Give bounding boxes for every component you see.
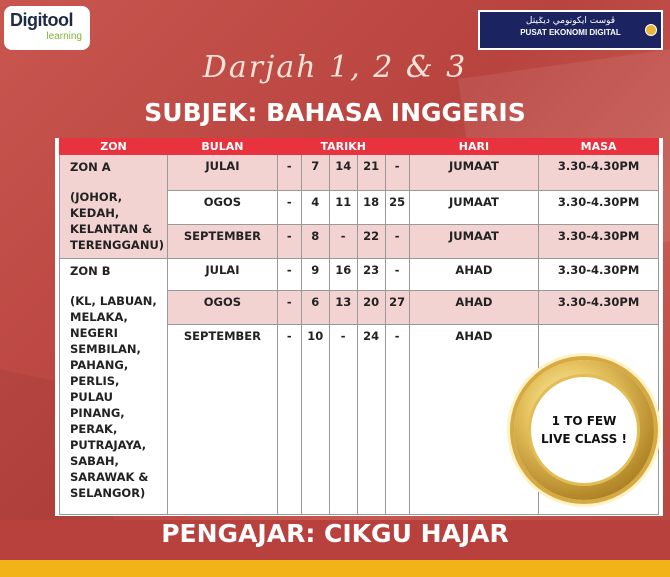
zone-state: PERAK, bbox=[70, 422, 118, 436]
zone-b-cell bbox=[60, 259, 168, 515]
table-header-row bbox=[60, 139, 659, 155]
zone-state: PULAU bbox=[70, 390, 113, 404]
bottom-stripe bbox=[0, 560, 670, 577]
cell-date: 23 bbox=[357, 259, 385, 291]
teacher-title: PENGAJAR: CIKGU HAJAR bbox=[161, 519, 509, 548]
cell-bulan: JULAI bbox=[167, 259, 277, 291]
zone-state: TERENGGANU) bbox=[70, 238, 165, 252]
cell-bulan: JULAI bbox=[167, 155, 277, 191]
cell-date: - bbox=[385, 325, 409, 515]
cell-date: - bbox=[385, 155, 409, 191]
header-zon: ZON bbox=[60, 139, 168, 155]
cell-date: 25 bbox=[385, 191, 409, 225]
cell-hari: AHAD bbox=[409, 291, 539, 325]
cell-masa: 3.30-4.30PM bbox=[539, 259, 659, 291]
ped-name-text: PUSAT EKONOMI DIGITAL bbox=[520, 28, 621, 37]
grade-title: Darjah 1, 2 & 3 bbox=[202, 50, 468, 85]
zone-state: SELANGOR) bbox=[70, 486, 146, 500]
header-tarikh: TARIKH bbox=[277, 139, 409, 155]
cell-hari: AHAD bbox=[409, 259, 539, 291]
header-bulan: BULAN bbox=[167, 139, 277, 155]
zone-state: SARAWAK & bbox=[70, 470, 149, 484]
cell-hari: JUMAAT bbox=[409, 191, 539, 225]
seal-line-1: 1 TO FEW bbox=[551, 414, 617, 428]
cell-bulan: OGOS bbox=[167, 291, 277, 325]
cell-date: - bbox=[277, 155, 301, 191]
digitool-logo bbox=[4, 6, 90, 50]
cell-date: 21 bbox=[357, 155, 385, 191]
cell-date: 20 bbox=[357, 291, 385, 325]
table-row bbox=[60, 259, 659, 291]
logo-main-text: Digitool bbox=[10, 10, 73, 30]
cell-bulan: OGOS bbox=[167, 191, 277, 225]
cell-date: 8 bbox=[301, 225, 329, 259]
live-class-seal bbox=[514, 360, 654, 500]
header-masa: MASA bbox=[539, 139, 659, 155]
cell-date: - bbox=[329, 325, 357, 515]
cell-date: 27 bbox=[385, 291, 409, 325]
cell-date: 9 bbox=[301, 259, 329, 291]
logo-sub-text: learning bbox=[46, 31, 82, 42]
zone-state: SEMBILAN, bbox=[70, 342, 141, 356]
header-hari: HARI bbox=[409, 139, 539, 155]
emblem-icon bbox=[645, 24, 657, 36]
zone-name: ZON A bbox=[70, 160, 111, 174]
cell-hari: AHAD bbox=[409, 325, 539, 515]
ped-jawi-text: ڤوست ايکونومي ديݢيتل bbox=[525, 16, 616, 26]
zone-state: NEGERI bbox=[70, 326, 118, 340]
cell-date: 11 bbox=[329, 191, 357, 225]
cell-date: 18 bbox=[357, 191, 385, 225]
cell-hari: JUMAAT bbox=[409, 225, 539, 259]
cell-date: 6 bbox=[301, 291, 329, 325]
cell-date: 14 bbox=[329, 155, 357, 191]
cell-bulan: SEPTEMBER bbox=[167, 225, 277, 259]
cell-date: 24 bbox=[357, 325, 385, 515]
cell-bulan: SEPTEMBER bbox=[167, 325, 277, 515]
cell-date: 4 bbox=[301, 191, 329, 225]
cell-date: 10 bbox=[301, 325, 329, 515]
cell-hari: JUMAAT bbox=[409, 155, 539, 191]
cell-date: - bbox=[277, 259, 301, 291]
zone-state: SABAH, bbox=[70, 454, 119, 468]
cell-date: - bbox=[277, 325, 301, 515]
cell-date: 16 bbox=[329, 259, 357, 291]
seal-line-2: LIVE CLASS ! bbox=[541, 432, 627, 446]
zone-state: (KL, LABUAN, bbox=[70, 294, 157, 308]
cell-date: - bbox=[329, 225, 357, 259]
cell-date: 7 bbox=[301, 155, 329, 191]
ped-logo bbox=[478, 10, 663, 50]
cell-masa: 3.30-4.30PM bbox=[539, 291, 659, 325]
zone-state: PINANG, bbox=[70, 406, 125, 420]
zone-state: KEDAH, bbox=[70, 206, 120, 220]
zone-state: PUTRAJAYA, bbox=[70, 438, 147, 452]
subject-title: SUBJEK: BAHASA INGGERIS bbox=[144, 98, 526, 127]
zone-state: PERLIS, bbox=[70, 374, 120, 388]
cell-date: - bbox=[385, 225, 409, 259]
zone-state: PAHANG, bbox=[70, 358, 129, 372]
zone-name: ZON B bbox=[70, 264, 111, 278]
cell-date: 22 bbox=[357, 225, 385, 259]
zone-a-cell bbox=[60, 155, 168, 259]
cell-date: - bbox=[277, 225, 301, 259]
seal-inner bbox=[528, 374, 640, 486]
cell-masa: 3.30-4.30PM bbox=[539, 225, 659, 259]
cell-date: 13 bbox=[329, 291, 357, 325]
cell-date: - bbox=[277, 291, 301, 325]
zone-state: MELAKA, bbox=[70, 310, 128, 324]
cell-date: - bbox=[277, 191, 301, 225]
cell-masa: 3.30-4.30PM bbox=[539, 155, 659, 191]
cell-masa: 3.30-4.30PM bbox=[539, 191, 659, 225]
zone-state: (JOHOR, bbox=[70, 190, 123, 204]
cell-date: - bbox=[385, 259, 409, 291]
zone-state: KELANTAN & bbox=[70, 222, 153, 236]
table-row bbox=[60, 155, 659, 191]
